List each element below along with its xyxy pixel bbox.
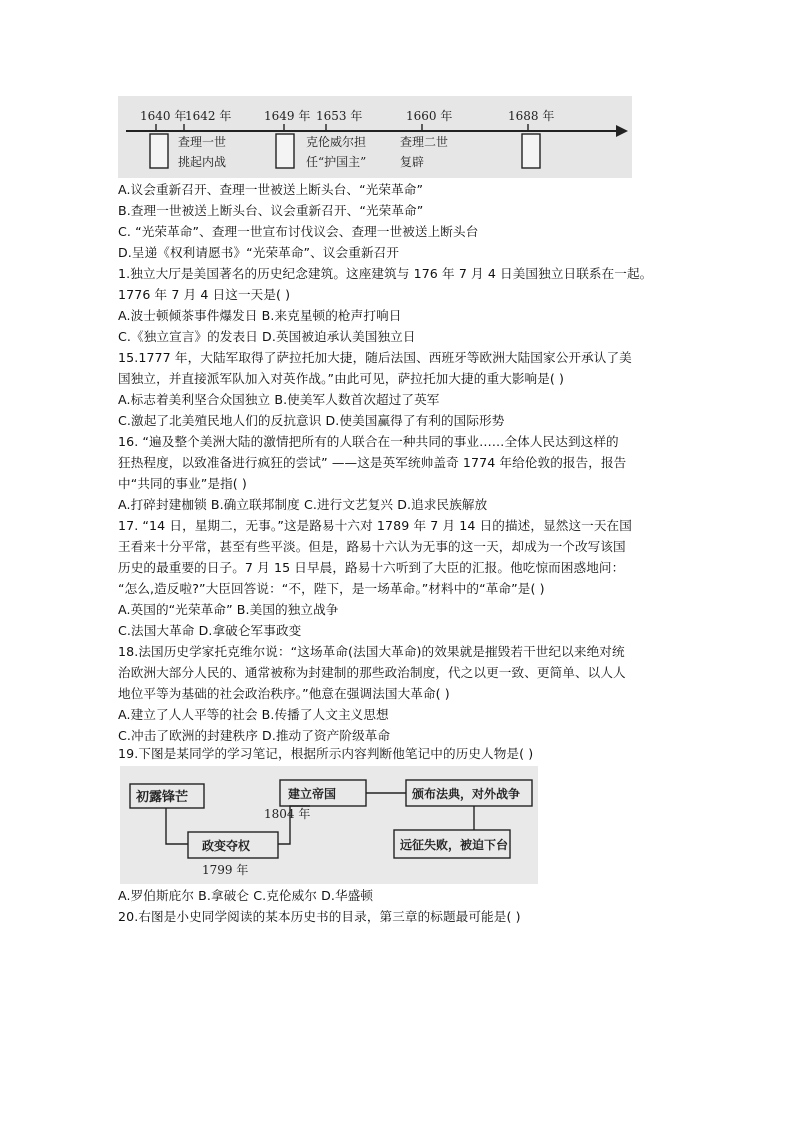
timeline-option-a: A.议会重新召开、查理一世被送上断头台、“光荣革命”	[118, 182, 424, 197]
flow-diagram	[120, 766, 538, 884]
flow-label-1: 初露锋芒	[136, 790, 189, 805]
q17-stem-2: 王看来十分平常，甚至有些平淡。但是，路易十六认为无事的这一天，却成为一个改写该国	[118, 539, 626, 554]
flow-label-5: 远征失败，被迫下台	[400, 838, 509, 852]
q17-stem-1: 17. “14 日，星期二，无事。”这是路易十六对 1789 年 7 月 14 日的描述，显然这一天在国	[118, 518, 632, 533]
q18-stem-2: 治欧洲大部分人民的、通常被称为封建制的那些政治制度，代之以更一致、更简单、以人人	[118, 665, 626, 680]
event-3-line1: 查理二世	[400, 135, 449, 149]
q16-stem-3: 中“共同的事业”是指( )	[118, 476, 247, 491]
q20-stem: 20.右图是小史同学阅读的某本历史书的目录，第三章的标题最可能是( )	[118, 909, 521, 924]
q18-stem-1: 18.法国历史学家托克维尔说：“这场革命(法国大革命)的效果就是摧毁若干世纪以来绝对统	[118, 644, 625, 659]
year-1640: 1640 年	[140, 109, 187, 123]
timeline-arrow-icon	[616, 125, 628, 137]
timeline-diagram	[118, 96, 632, 178]
q19-options: A.罗伯斯庇尔 B.拿破仑 C.克伦威尔 D.华盛顿	[118, 888, 374, 903]
flow-connector-1	[166, 808, 188, 844]
year-1660: 1660 年	[406, 109, 453, 123]
q16-stem-2: 狂热程度，以致准备进行疯狂的尝试” ——这是英军统帅盖奇 1774 年给伦敦的报告，报告	[118, 455, 627, 470]
year-1649: 1649 年	[264, 109, 311, 123]
q17-options-2: C.法国大革命 D.拿破仑军事政变	[118, 623, 302, 638]
q14-options-2: C.《独立宣言》的发表日 D.英国被迫承认美国独立日	[118, 329, 416, 344]
q15-options-1: A.标志着美利坚合众国独立 B.使美军人数首次超过了英军	[118, 392, 440, 407]
q15-options-2: C.激起了北美殖民地人们的反抗意识 D.使美国赢得了有利的国际形势	[118, 413, 505, 428]
q15-stem-2: 国独立，并直接派军队加入对英作战。”由此可见，萨拉托加大捷的重大影响是( )	[118, 371, 565, 386]
q18-options-1: A.建立了人人平等的社会 B.传播了人文主义思想	[118, 707, 389, 722]
q16-options: A.打碎封建枷锁 B.确立联邦制度 C.进行文艺复兴 D.追求民族解放	[118, 497, 488, 512]
flow-year-1799: 1799 年	[202, 863, 249, 877]
q18-stem-3: 地位平等为基础的社会政治秩序。”他意在强调法国大革命( )	[118, 686, 450, 701]
q17-stem-4: “怎么,造反啦?”大臣回答说：“不，陛下，是一场革命。”材料中的“革命”是( )	[118, 581, 545, 596]
event-1-line2: 挑起内战	[178, 155, 227, 169]
q18-options-2: C.冲击了欧洲的封建秩序 D.推动了资产阶级革命	[118, 728, 391, 743]
timeline-option-d: D.呈递《权利请愿书》“光荣革命”、议会重新召开	[118, 245, 400, 260]
timeline-option-c: C. “光荣革命”、查理一世宣布讨伐议会、查理一世被送上断头台	[118, 224, 479, 239]
q17-stem-3: 历史的最重要的日子。7 月 15 日早晨，路易十六听到了大臣的汇报。他吃惊而困惑地问：	[118, 560, 625, 575]
event-3-line2: 复辟	[400, 155, 425, 169]
timeline-option-b: B.查理一世被送上断头台、议会重新召开、“光荣革命”	[118, 203, 424, 218]
q15-stem-1: 15.1777 年，大陆军取得了萨拉托加大捷，随后法国、西班牙等欧洲大陆国家公开承认了美	[118, 350, 632, 365]
year-1688: 1688 年	[508, 109, 555, 123]
flow-label-4: 颁布法典，对外战争	[412, 787, 521, 801]
q14-options-1: A.波士顿倾茶事件爆发日 B.来克星顿的枪声打响日	[118, 308, 402, 323]
q14-stem-1: 1.独立大厅是美国著名的历史纪念建筑。这座建筑与 176 年 7 月 4 日美国独立日联系在一起。	[118, 266, 653, 281]
answer-box-2	[276, 134, 294, 168]
event-1-line1: 查理一世	[178, 135, 227, 149]
year-1653: 1653 年	[316, 109, 363, 123]
q19-stem: 19.下图是某同学的学习笔记，根据所示内容判断他笔记中的历史人物是( )	[118, 746, 534, 761]
answer-box-3	[522, 134, 540, 168]
flow-label-2: 政变夺权	[202, 839, 251, 853]
q14-stem-2: 1776 年 7 月 4 日这一天是( )	[118, 287, 291, 302]
q16-stem-1: 16. “遍及整个美洲大陆的激情把所有的人联合在一种共同的事业……全体人民达到这样的	[118, 434, 619, 449]
flow-year-1804: 1804 年	[264, 807, 311, 821]
event-2-line1: 克伦威尔担	[306, 135, 367, 149]
flow-label-3: 建立帝国	[288, 787, 337, 801]
timeline-figure	[118, 96, 632, 178]
answer-box-1	[150, 134, 168, 168]
napoleon-flow-figure	[120, 766, 538, 884]
q17-options-1: A.英国的“光荣革命” B.美国的独立战争	[118, 602, 339, 617]
event-2-line2: 任“护国主”	[306, 155, 367, 169]
year-1642: 1642 年	[185, 109, 232, 123]
